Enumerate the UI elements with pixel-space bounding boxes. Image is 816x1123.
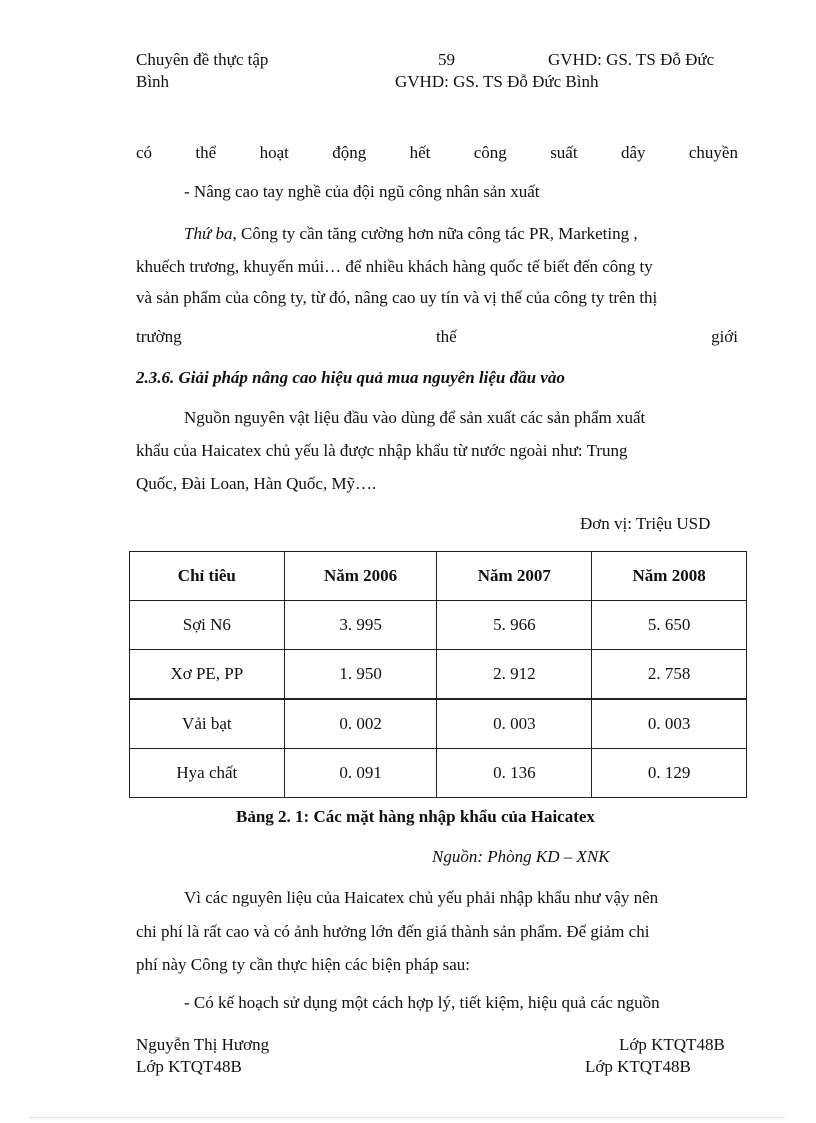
table-cell: 0. 003	[592, 699, 747, 749]
word: hết	[409, 143, 431, 162]
table-header-row	[130, 552, 747, 601]
para2-line-1: Nguồn nguyên vật liệu đầu vào dùng để sản xuất các sản phẩm xuất	[184, 408, 646, 427]
table-cell: 5. 650	[592, 601, 747, 650]
para3-line-2: chi phí là rất cao và có ảnh hưởng lớn đến giá thành sản phẩm. Để giảm chi	[136, 922, 650, 941]
table-cell: 0. 129	[592, 749, 747, 798]
para2-line-2: khẩu của Haicatex chủ yếu là được nhập khẩu từ nước ngoài như: Trung	[136, 441, 628, 460]
table-cell: 2. 912	[437, 650, 592, 700]
para3-line-3: phí này Công ty cần thực hiện các biện pháp sau:	[136, 955, 471, 974]
header-line2-center: GVHD: GS. TS Đỗ Đức Bình	[395, 72, 599, 91]
para3-line-1: Vì các nguyên liệu của Haicatex chủ yếu phải nhập khẩu như vậy nên	[184, 888, 659, 907]
para1-rest: , Công ty cần tăng cường hơn nữa công tác PR, Marketing ,	[232, 224, 638, 243]
table-row	[130, 601, 747, 650]
table-cell: Vải bạt	[130, 699, 285, 749]
para1-line-4	[136, 327, 738, 347]
para2-line-3: Quốc, Đài Loan, Hàn Quốc, Mỹ….	[136, 474, 377, 493]
word: dây	[620, 143, 646, 162]
table-cell: 3. 995	[284, 601, 437, 650]
table-header-cell: Năm 2006	[284, 552, 437, 601]
para1-line-1	[136, 224, 786, 244]
header-line2-left: Bình	[136, 72, 170, 91]
word: hoạt	[259, 143, 289, 162]
word: có	[136, 143, 153, 162]
footer-right-1: Lớp KTQT48B	[619, 1035, 725, 1054]
table-header-cell: Năm 2007	[437, 552, 592, 601]
table-source: Nguồn: Phòng KD – XNK	[432, 847, 610, 866]
word: công	[473, 143, 507, 162]
word: suất	[550, 143, 578, 162]
table-cell: 0. 136	[437, 749, 592, 798]
table-row	[130, 699, 747, 749]
section-heading: 2.3.6. Giải pháp nâng cao hiệu quả mua nguyên liệu đầu vào	[136, 368, 565, 387]
table-cell: 0. 091	[284, 749, 437, 798]
footer-left-2: Lớp KTQT48B	[136, 1057, 242, 1076]
table-row	[130, 650, 747, 700]
para1-italic: Thứ ba	[184, 224, 233, 243]
table-header-cell: Năm 2008	[592, 552, 747, 601]
table-cell: 0. 002	[284, 699, 437, 749]
footer-left-1: Nguyễn Thị Hương	[136, 1035, 270, 1054]
footer-right-2: Lớp KTQT48B	[585, 1057, 691, 1076]
bullet-1: - Nâng cao tay nghề của đội ngũ công nhân sản xuất	[184, 182, 540, 201]
word: trường	[136, 327, 182, 346]
para1-line-2: khuếch trương, khuyến múi… để nhiều khách hàng quốc tế biết đến công ty	[136, 257, 653, 276]
import-table	[129, 551, 747, 798]
header-right: GVHD: GS. TS Đỗ Đức	[548, 50, 715, 69]
table-cell: 0. 003	[437, 699, 592, 749]
table-cell: Sợi N6	[130, 601, 285, 650]
word: giới	[711, 327, 738, 346]
table-cell: 5. 966	[437, 601, 592, 650]
para1-line-3: và sản phẩm của công ty, từ đó, nâng cao uy tín và vị thế của công ty trên thị	[136, 288, 658, 307]
table-cell: 2. 758	[592, 650, 747, 700]
unit-label: Đơn vị: Triệu USD	[580, 514, 711, 533]
bullet-2: - Có kế hoạch sử dụng một cách hợp lý, tiết kiệm, hiệu quả các nguồn	[184, 993, 660, 1012]
table-caption: Bảng 2. 1: Các mặt hàng nhập khẩu của Haicatex	[236, 807, 595, 826]
table-row	[130, 749, 747, 798]
word: động	[332, 143, 367, 162]
header-left: Chuyên đề thực tập	[136, 50, 269, 69]
table-cell: 1. 950	[284, 650, 437, 700]
word: chuyền	[688, 143, 738, 162]
word: thế	[435, 327, 457, 346]
table-cell: Hya chất	[130, 749, 285, 798]
table-cell: Xơ PE, PP	[130, 650, 285, 700]
body-line-1	[136, 143, 738, 163]
page-number: 59	[438, 50, 455, 69]
table-header-cell: Chỉ tiêu	[130, 552, 285, 601]
page-edge-divider	[30, 1117, 786, 1118]
word: thể	[195, 143, 217, 162]
